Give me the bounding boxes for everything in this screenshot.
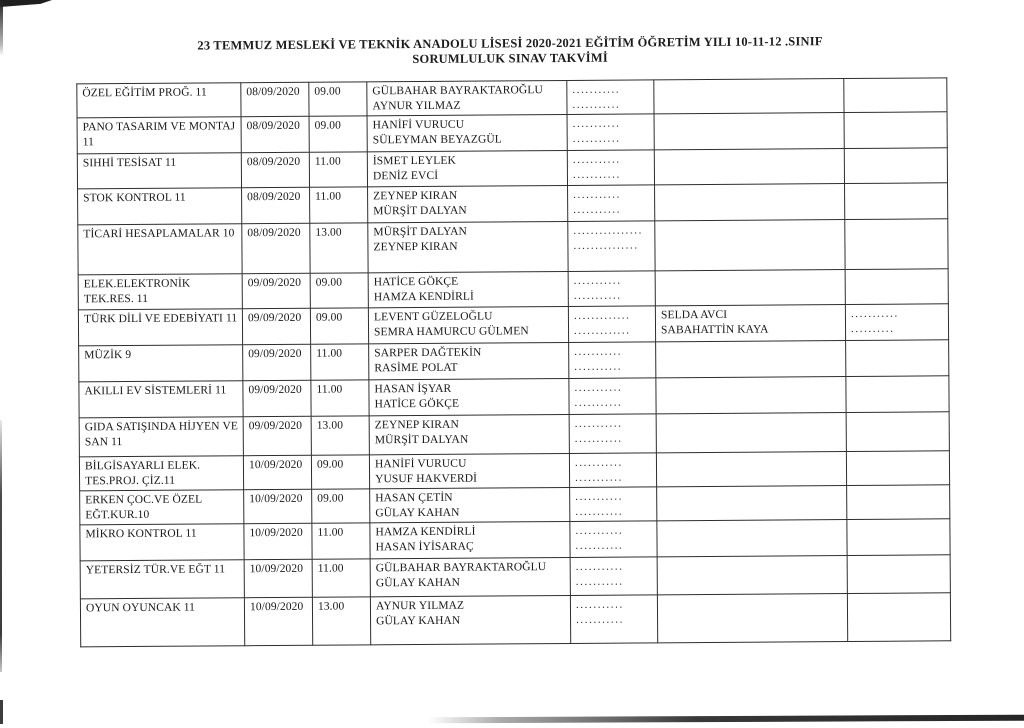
extra-teachers-cell bbox=[657, 520, 847, 557]
teachers-cell bbox=[369, 453, 569, 488]
teachers-cell bbox=[369, 378, 569, 415]
table-row bbox=[78, 304, 948, 346]
signature-dots-cell bbox=[569, 342, 656, 379]
extra-signature-dots-cell bbox=[844, 78, 947, 113]
teachers-cell bbox=[370, 595, 570, 644]
extra-signature-dots-cell bbox=[846, 376, 949, 413]
teacher-name: HATİCE GÖKÇE bbox=[373, 275, 459, 289]
table-row bbox=[78, 219, 948, 275]
signature-dots: ........... bbox=[572, 98, 621, 111]
signature-dots: ........... bbox=[574, 396, 623, 409]
signature-dots: ........... bbox=[572, 132, 621, 145]
teacher-name: HAMZA KENDİRLİ bbox=[373, 290, 474, 304]
exam-time-cell: 09.00 bbox=[309, 116, 367, 152]
extra-teachers-cell bbox=[657, 556, 847, 595]
exam-date-cell: 09/09/2020 bbox=[243, 416, 311, 455]
exam-time-cell: 13.00 bbox=[312, 597, 370, 645]
extra-teachers-cell bbox=[657, 486, 847, 521]
teacher-name: HANİFİ VURUCU bbox=[374, 457, 467, 471]
teacher-name: HASAN İYİSARAÇ bbox=[375, 540, 474, 554]
exam-date-cell: 08/09/2020 bbox=[241, 152, 309, 187]
course-cell: TÜRK DİLİ VE EDEBİYATI 11 bbox=[78, 309, 242, 346]
extra-signature-dots-cell bbox=[847, 593, 950, 642]
signature-dots: ........... bbox=[574, 456, 623, 469]
teacher-name: İSMET LEYLEK bbox=[372, 154, 456, 168]
extra-signature-dots-cell bbox=[845, 219, 948, 270]
teacher-name: HASAN ÇETİN bbox=[375, 491, 453, 505]
signature-dots: ........... bbox=[575, 598, 624, 611]
teacher-name: HATİCE GÖKÇE bbox=[374, 397, 460, 411]
exam-date-cell: 10/09/2020 bbox=[244, 597, 312, 645]
teacher-name: HANİFİ VURUCU bbox=[372, 118, 465, 132]
signature-dots: ........... bbox=[572, 117, 621, 130]
teacher-name: MÜRŞİT DALYAN bbox=[373, 204, 467, 218]
signature-dots: ........... bbox=[850, 307, 899, 320]
extra-teachers-cell bbox=[656, 377, 846, 414]
course-cell: AKILLI EV SİSTEMLERİ 11 bbox=[79, 381, 243, 418]
exam-time-cell: 09.00 bbox=[311, 455, 369, 489]
teacher-name: AYNUR YILMAZ bbox=[375, 599, 465, 613]
document-title bbox=[0, 33, 1022, 70]
course-cell: YETERSİZ TÜR.VE EĞT 11 bbox=[80, 560, 244, 599]
document-title-line2: SORUMLULUK SINAV TAKVİMİ bbox=[412, 50, 608, 66]
signature-dots-cell bbox=[568, 185, 655, 222]
teachers-cell bbox=[369, 414, 569, 454]
extra-teachers-cell bbox=[655, 184, 845, 221]
course-cell: SIHHİ TESİSAT 11 bbox=[77, 153, 241, 189]
extra-signature-dots-cell bbox=[845, 269, 948, 305]
teacher-name: ZEYNEP KIRAN bbox=[373, 189, 458, 203]
extra-signature-dots-cell bbox=[847, 519, 950, 556]
signature-dots: ........... bbox=[573, 274, 622, 287]
extra-teachers-cell bbox=[655, 305, 845, 342]
signature-dots-cell bbox=[570, 487, 657, 522]
signature-dots-cell bbox=[567, 114, 654, 151]
exam-time-cell: 11.00 bbox=[312, 523, 370, 559]
signature-dots: ........... bbox=[574, 417, 623, 430]
course-cell: ERKEN ÇOC.VE ÖZEL EĞT.KUR.10 bbox=[80, 490, 244, 525]
course-cell: TİCARİ HESAPLAMALAR 10 bbox=[78, 224, 242, 275]
signature-dots: ........... bbox=[573, 203, 622, 216]
teacher-name: RASİME POLAT bbox=[374, 361, 458, 375]
exam-time-cell: 09.00 bbox=[309, 82, 367, 116]
teachers-cell bbox=[368, 271, 568, 307]
course-cell: GIDA SATIŞINDA HİJYEN VE SAN 11 bbox=[79, 417, 243, 457]
exam-time-cell: 11.00 bbox=[312, 559, 370, 597]
signature-dots: ........... bbox=[575, 524, 624, 537]
signature-dots: ........... bbox=[573, 188, 621, 201]
exam-date-cell: 09/09/2020 bbox=[242, 308, 310, 344]
extra-signature-dots-cell bbox=[845, 183, 948, 220]
table-row bbox=[80, 519, 950, 561]
teacher-name: AYNUR YILMAZ bbox=[372, 99, 461, 113]
signature-dots: ........... bbox=[572, 168, 621, 181]
signature-dots-cell bbox=[569, 453, 656, 488]
teachers-cell bbox=[370, 521, 570, 558]
teacher-name: MÜRŞİT DALYAN bbox=[374, 433, 469, 447]
extra-teachers-cell bbox=[656, 413, 846, 453]
exam-date-cell: 08/09/2020 bbox=[242, 223, 310, 273]
signature-dots: ........... bbox=[575, 505, 624, 518]
exam-date-cell: 08/09/2020 bbox=[242, 187, 310, 223]
signature-dots-cell bbox=[569, 378, 656, 415]
table-row bbox=[79, 376, 949, 418]
course-cell: ÖZEL EĞİTİM PROĞ. 11 bbox=[77, 83, 241, 118]
extra-signature-dots-cell bbox=[844, 148, 947, 184]
signature-dots: ........... bbox=[574, 345, 623, 358]
teacher-name: SABAHATTİN KAYA bbox=[660, 323, 769, 337]
signature-dots: ........... bbox=[575, 539, 624, 552]
signature-dots: ........... bbox=[572, 83, 621, 96]
table-row bbox=[80, 555, 950, 599]
extra-teachers-cell bbox=[654, 149, 844, 185]
teachers-cell bbox=[367, 150, 567, 186]
extra-teachers-cell bbox=[656, 341, 846, 378]
signature-dots: ............... bbox=[573, 239, 639, 252]
course-cell: BİLGİSAYARLI ELEK. TES.PROJ. ÇİZ.11 bbox=[79, 456, 243, 491]
teacher-name: GÜLBAHAR BAYRAKTAROĞLU bbox=[375, 561, 547, 575]
signature-dots-cell bbox=[567, 80, 654, 115]
teacher-name: SÜLEYMAN BEYAZGÜL bbox=[372, 133, 502, 147]
exam-date-cell: 10/09/2020 bbox=[243, 455, 311, 489]
signature-dots: ........... bbox=[575, 471, 623, 484]
extra-signature-dots-cell bbox=[845, 304, 948, 341]
signature-dots: ........... bbox=[574, 381, 623, 394]
teacher-name: HAMZA KENDİRLİ bbox=[375, 525, 476, 539]
exam-date-cell: 08/09/2020 bbox=[241, 116, 309, 152]
teacher-name: GÜLAY KAHAN bbox=[375, 506, 460, 520]
teacher-name: SELDA AVCI bbox=[660, 308, 728, 322]
teacher-name: GÜLAY KAHAN bbox=[376, 614, 461, 628]
teachers-cell bbox=[370, 557, 570, 596]
teacher-name: YUSUF HAKVERDİ bbox=[375, 472, 478, 486]
extra-teachers-cell bbox=[657, 594, 847, 643]
exam-time-cell: 09.00 bbox=[310, 308, 368, 344]
teachers-cell bbox=[367, 80, 567, 115]
exam-date-cell: 08/09/2020 bbox=[241, 82, 309, 116]
exam-date-cell: 09/09/2020 bbox=[243, 344, 311, 380]
course-cell: STOK KONTROL 11 bbox=[78, 188, 242, 225]
exam-time-cell: 13.00 bbox=[311, 416, 369, 455]
teacher-name: HASAN İŞYAR bbox=[374, 382, 452, 396]
signature-dots: ........... bbox=[575, 490, 624, 503]
exam-time-cell: 11.00 bbox=[311, 344, 369, 380]
signature-dots: ............. bbox=[573, 309, 631, 322]
teacher-name: GÜLAY KAHAN bbox=[375, 576, 461, 590]
signature-dots: .......... bbox=[850, 322, 895, 335]
exam-time-cell: 11.00 bbox=[311, 380, 369, 416]
course-cell: ELEK.ELEKTRONİK TEK.RES. 11 bbox=[78, 274, 242, 310]
extra-signature-dots-cell bbox=[846, 340, 949, 377]
signature-dots-cell bbox=[570, 595, 657, 644]
teacher-name: MÜRŞİT DALYAN bbox=[373, 225, 467, 239]
signature-dots: ........... bbox=[575, 575, 624, 588]
teachers-cell bbox=[368, 221, 568, 272]
table-row bbox=[79, 340, 949, 382]
signature-dots-cell bbox=[570, 521, 657, 558]
exam-date-cell: 10/09/2020 bbox=[244, 523, 312, 559]
signature-dots: ........... bbox=[576, 613, 624, 626]
table-row bbox=[80, 593, 950, 647]
extra-teachers-cell bbox=[655, 220, 845, 271]
exam-date-cell: 10/09/2020 bbox=[244, 559, 312, 597]
extra-signature-dots-cell bbox=[847, 485, 950, 520]
teacher-name: ZEYNEP KIRAN bbox=[374, 418, 459, 432]
signature-dots: ........... bbox=[573, 289, 622, 302]
signature-dots-cell bbox=[570, 557, 657, 596]
teacher-name: GÜLBAHAR BAYRAKTAROĞLU bbox=[372, 84, 543, 98]
document-title-line1: 23 TEMMUZ MESLEKİ VE TEKNİK ANADOLU LİSESİ 2020-2021 EĞİTİM ÖĞRETİM YILI 10-11-12 .SINIF bbox=[197, 34, 823, 53]
teachers-cell bbox=[368, 306, 568, 343]
exam-time-cell: 09.00 bbox=[310, 273, 368, 308]
exam-time-cell: 09.00 bbox=[312, 489, 370, 523]
extra-teachers-cell bbox=[654, 79, 844, 114]
exam-time-cell: 11.00 bbox=[309, 152, 367, 187]
signature-dots-cell bbox=[568, 221, 655, 272]
table-row bbox=[77, 112, 947, 154]
teacher-name: LEVENT GÜZELOĞLU bbox=[373, 310, 493, 324]
teacher-name: DENİZ EVCİ bbox=[372, 169, 439, 183]
signature-dots-cell bbox=[567, 150, 654, 186]
extra-teachers-cell bbox=[654, 113, 844, 150]
exam-date-cell: 09/09/2020 bbox=[242, 273, 310, 308]
exam-schedule-table bbox=[76, 77, 951, 647]
course-cell: PANO TASARIM VE MONTAJ 11 bbox=[77, 117, 241, 154]
signature-dots-cell bbox=[568, 271, 655, 307]
signature-dots: ........... bbox=[574, 360, 623, 373]
table-row bbox=[78, 183, 948, 225]
exam-date-cell: 09/09/2020 bbox=[243, 380, 311, 416]
course-cell: MÜZİK 9 bbox=[79, 345, 243, 382]
teacher-name: SEMRA HAMURCU GÜLMEN bbox=[373, 325, 529, 339]
exam-date-cell: 10/09/2020 bbox=[244, 489, 312, 523]
exam-time-cell: 13.00 bbox=[310, 223, 368, 273]
signature-dots: ........... bbox=[574, 432, 623, 445]
extra-signature-dots-cell bbox=[847, 555, 950, 594]
extra-teachers-cell bbox=[656, 452, 846, 487]
signature-dots: ............. bbox=[573, 324, 631, 337]
course-cell: OYUN OYUNCAK 11 bbox=[80, 598, 244, 647]
extra-signature-dots-cell bbox=[846, 412, 949, 452]
signature-dots-cell bbox=[568, 306, 655, 343]
teacher-name: ZEYNEP KIRAN bbox=[373, 240, 458, 254]
signature-dots-cell bbox=[569, 414, 656, 454]
table-row bbox=[79, 412, 949, 457]
extra-signature-dots-cell bbox=[844, 112, 947, 149]
course-cell: MİKRO KONTROL 11 bbox=[80, 524, 244, 561]
teachers-cell bbox=[370, 487, 570, 522]
teachers-cell bbox=[368, 185, 568, 222]
teachers-cell bbox=[367, 114, 567, 151]
exam-time-cell: 11.00 bbox=[310, 187, 368, 223]
signature-dots: ........... bbox=[575, 560, 624, 573]
signature-dots: ........... bbox=[572, 153, 621, 166]
teachers-cell bbox=[369, 342, 569, 379]
signature-dots: ................ bbox=[573, 224, 643, 237]
teacher-name: SARPER DAĞTEKİN bbox=[374, 346, 482, 360]
extra-signature-dots-cell bbox=[846, 451, 949, 486]
extra-teachers-cell bbox=[655, 270, 845, 306]
